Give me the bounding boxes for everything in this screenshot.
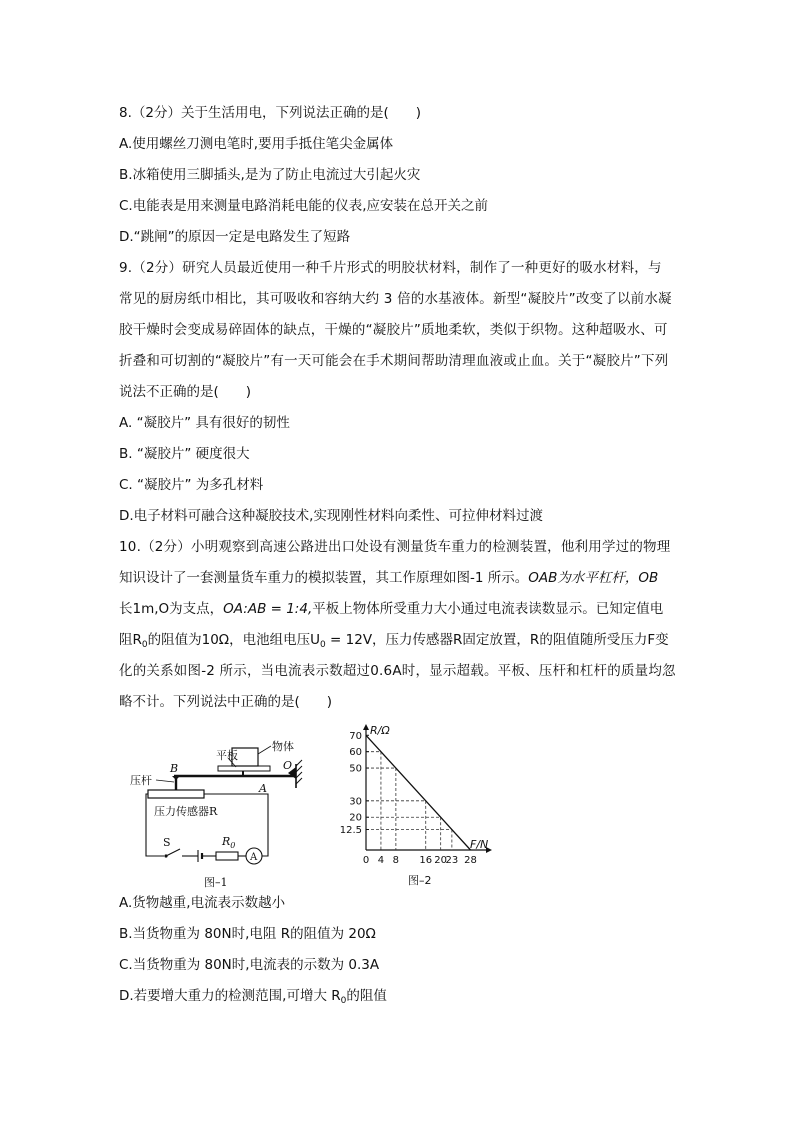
figure-2-chart <box>330 722 510 894</box>
x-tick-label-6: 28 <box>464 855 477 866</box>
x-tick-label-2: 8 <box>392 855 400 866</box>
q8-option-d: D.“跳闸”的原因一定是电路发生了短路 <box>119 229 351 245</box>
q10-line-2 <box>119 569 658 587</box>
q10-line-3 <box>119 600 663 618</box>
q10-line-4b: 的阻值为10Ω，电池组电压U <box>147 632 321 648</box>
x-tick-label-5: 23 <box>445 855 459 866</box>
q10-line-4b-sub: 0 <box>320 640 326 650</box>
y-axis-arrow <box>363 724 369 730</box>
label-b: B <box>170 762 179 775</box>
q9-line-5: 说法不正确的是( ) <box>119 384 252 400</box>
q10-option-d-sub: 0 <box>340 996 347 1006</box>
q9-option-a: A. “凝胶片” 具有很好的韧性 <box>119 415 290 431</box>
q10-line-6: 略不计。下列说法中正确的是( ) <box>119 694 333 710</box>
q10-line-2-math: OAB为水平杠杆，OB <box>528 570 659 586</box>
figure-1-caption: 图–1 <box>204 876 228 889</box>
q10-option-d <box>119 987 387 1010</box>
label-sensor: 压力传感器R <box>154 805 218 818</box>
q10-line-4 <box>119 631 669 654</box>
y-tick-label-0: 12.5 <box>339 825 362 837</box>
y-tick-label-2: 30 <box>349 796 362 808</box>
q10-line-2-text: 知识设计了一套测量货车重力的模拟装置，其工作原理如图-1 所示。 <box>119 570 529 586</box>
q9-line-4: 折叠和可切割的“凝胶片”有一天可能会在手术期间帮助清理血液或止血。关于“凝胶片”下列 <box>119 353 669 369</box>
figure-2-caption: 图–2 <box>408 874 432 887</box>
y-axis-label: R/Ω <box>370 724 390 737</box>
label-r0 <box>221 835 235 850</box>
q10-option-d-post: 的阻值 <box>346 988 387 1004</box>
label-object: 物体 <box>272 740 294 753</box>
q10-line-4a: 阻R <box>119 632 142 648</box>
q8-option-a: A.使用螺丝刀测电笔时,要用手抵住笔尖金属体 <box>119 136 394 152</box>
q10-line-3a: 长1m, <box>119 601 159 617</box>
label-rod: 压杆 <box>130 774 152 787</box>
figure-1-circuit <box>126 736 316 896</box>
q10-option-a: A.货物越重,电流表示数越小 <box>119 895 286 911</box>
label-plank: 平板 <box>216 749 238 762</box>
q9-option-b: B. “凝胶片” 硬度很大 <box>119 446 250 462</box>
q9-line-2: 常见的厨房纸巾相比，其可吸收和容纳大约 3 倍的水基液体。新型“凝胶片”改变了以前水凝 <box>119 291 672 307</box>
q10-line-3c: OA:AB = 1:4, <box>223 601 313 617</box>
y-tick-label-1: 20 <box>349 812 362 824</box>
x-tick-label-0: 0 <box>362 855 370 866</box>
label-switch: S <box>163 836 171 849</box>
q9-option-d: D.电子材料可融合这种凝胶技术,实现刚性材料向柔性、可拉伸材料过渡 <box>119 508 543 524</box>
q10-option-b: B.当货物重为 80N时,电阻 R的阻值为 20Ω <box>119 926 376 942</box>
label-a: A <box>259 782 267 795</box>
x-axis-label: F/N <box>470 838 489 851</box>
q10-line-1: 10.（2分）小明观察到高速公路进出口处设有测量货车重力的检测装置，他利用学过的物理 <box>119 539 671 555</box>
x-tick-label-4: 20 <box>434 855 448 866</box>
x-tick-label-3: 16 <box>419 855 433 866</box>
q10-line-4c: = 12V，压力传感器R固定放置，R的阻值随所受压力F变 <box>325 632 669 648</box>
r-vs-f-line <box>366 735 471 850</box>
y-tick-label-3: 50 <box>349 763 362 775</box>
label-r0-main: R <box>222 835 231 848</box>
label-o: O <box>283 759 293 772</box>
q10-option-c: C.当货物重为 80N时,电流表的示数为 0.3A <box>119 957 380 973</box>
y-tick-label-4: 60 <box>349 747 362 759</box>
q9-option-c: C. “凝胶片” 为多孔材料 <box>119 477 264 493</box>
q9-line-3: 胶干燥时会变成易碎固体的缺点，干燥的“凝胶片”质地柔软，类似于织物。这种超吸水、可 <box>119 322 668 338</box>
q10-line-4a-sub: 0 <box>141 640 148 650</box>
x-tick-label-1: 4 <box>377 855 385 866</box>
q8-option-b: B.冰箱使用三脚插头,是为了防止电流过大引起火灾 <box>119 167 421 183</box>
label-r0-sub: 0 <box>230 841 236 850</box>
q10-line-3d: 平板上物体所受重力大小通过电流表读数显示。已知定值电 <box>312 601 664 617</box>
label-ammeter: A <box>250 852 258 863</box>
q10-option-d-pre: D.若要增大重力的检测范围,可增大 R <box>119 988 341 1004</box>
q10-line-5: 化的关系如图-2 所示，当电流表示数超过0.6A时，显示超载。平板、压杆和杠杆的质量均忽 <box>119 663 676 679</box>
q10-line-3b: O为支点， <box>158 601 224 617</box>
q8-stem: 8.（2分）关于生活用电，下列说法正确的是( ) <box>119 105 422 121</box>
y-tick-label-5: 70 <box>349 730 362 742</box>
q9-line-1: 9.（2分）研究人员最近使用一种千片形式的明胶状材料，制作了一种更好的吸水材料，与 <box>119 260 662 276</box>
q8-option-c: C.电能表是用来测量电路消耗电能的仪表,应安装在总开关之前 <box>119 198 489 214</box>
